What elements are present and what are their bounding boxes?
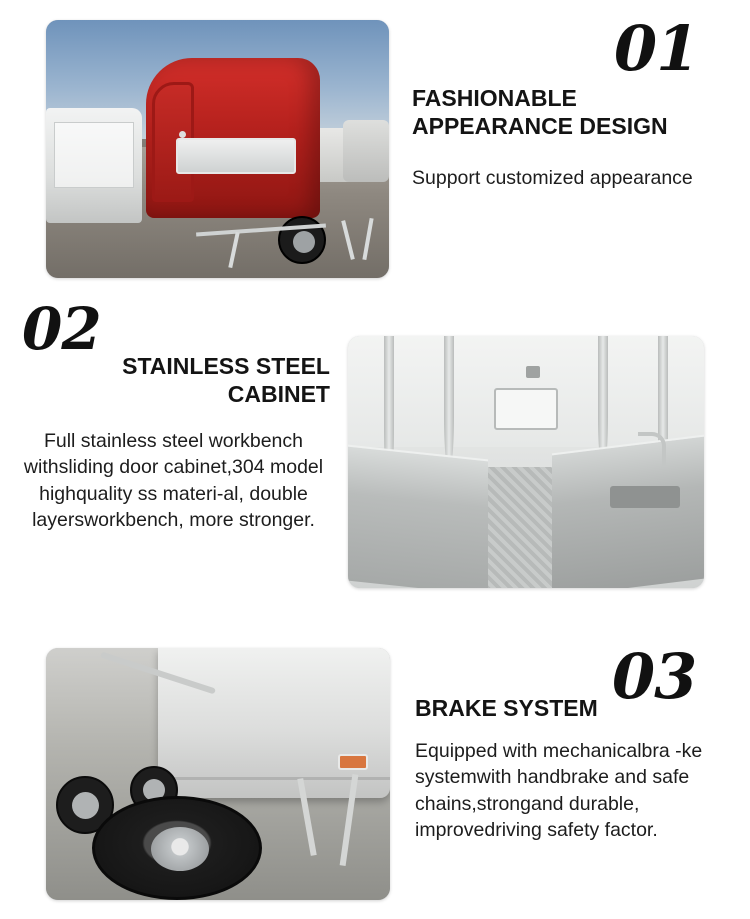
serving-window bbox=[176, 138, 296, 174]
feature-body-01: Support customized appearance bbox=[412, 167, 693, 189]
background-trailer-2 bbox=[343, 120, 389, 182]
feature-heading-02: STAINLESS STEEL CABINET bbox=[122, 353, 330, 408]
ceiling-vent bbox=[526, 366, 540, 378]
spare-tire bbox=[92, 796, 262, 900]
feature-number-02: 02 bbox=[22, 295, 101, 363]
faucet bbox=[638, 432, 666, 466]
brake-system-photo bbox=[46, 648, 390, 900]
feature-number-03: 03 bbox=[612, 640, 697, 713]
feature-body-02: Full stainless steel workbench withsliding door cabinet,304 model highquality ss materi-al, double layersworkbench, more stronger. bbox=[23, 430, 324, 531]
feature-number-01: 01 bbox=[614, 12, 699, 85]
sink bbox=[610, 486, 680, 508]
photo-illustration-2 bbox=[348, 336, 704, 588]
ceiling-rib bbox=[444, 336, 454, 467]
tail-light bbox=[338, 754, 368, 770]
feature-body-03: Equipped with mechanicalbra -ke systemwith handbrake and safe chains,strongand durable, improvedriving safety factor. bbox=[415, 740, 703, 841]
wall-panel bbox=[494, 388, 558, 430]
left-workbench bbox=[348, 445, 488, 588]
stainless-steel-interior-photo bbox=[348, 336, 704, 588]
photo-illustration-3 bbox=[46, 648, 390, 900]
feature-heading-03: BRAKE SYSTEM bbox=[415, 695, 598, 721]
white-trailer bbox=[46, 108, 142, 223]
feature-heading-01: FASHIONABLE APPEARANCE DESIGN bbox=[412, 85, 668, 140]
red-food-trailer-photo bbox=[46, 20, 389, 278]
right-workbench bbox=[552, 435, 704, 588]
photo-illustration-1 bbox=[46, 20, 389, 278]
